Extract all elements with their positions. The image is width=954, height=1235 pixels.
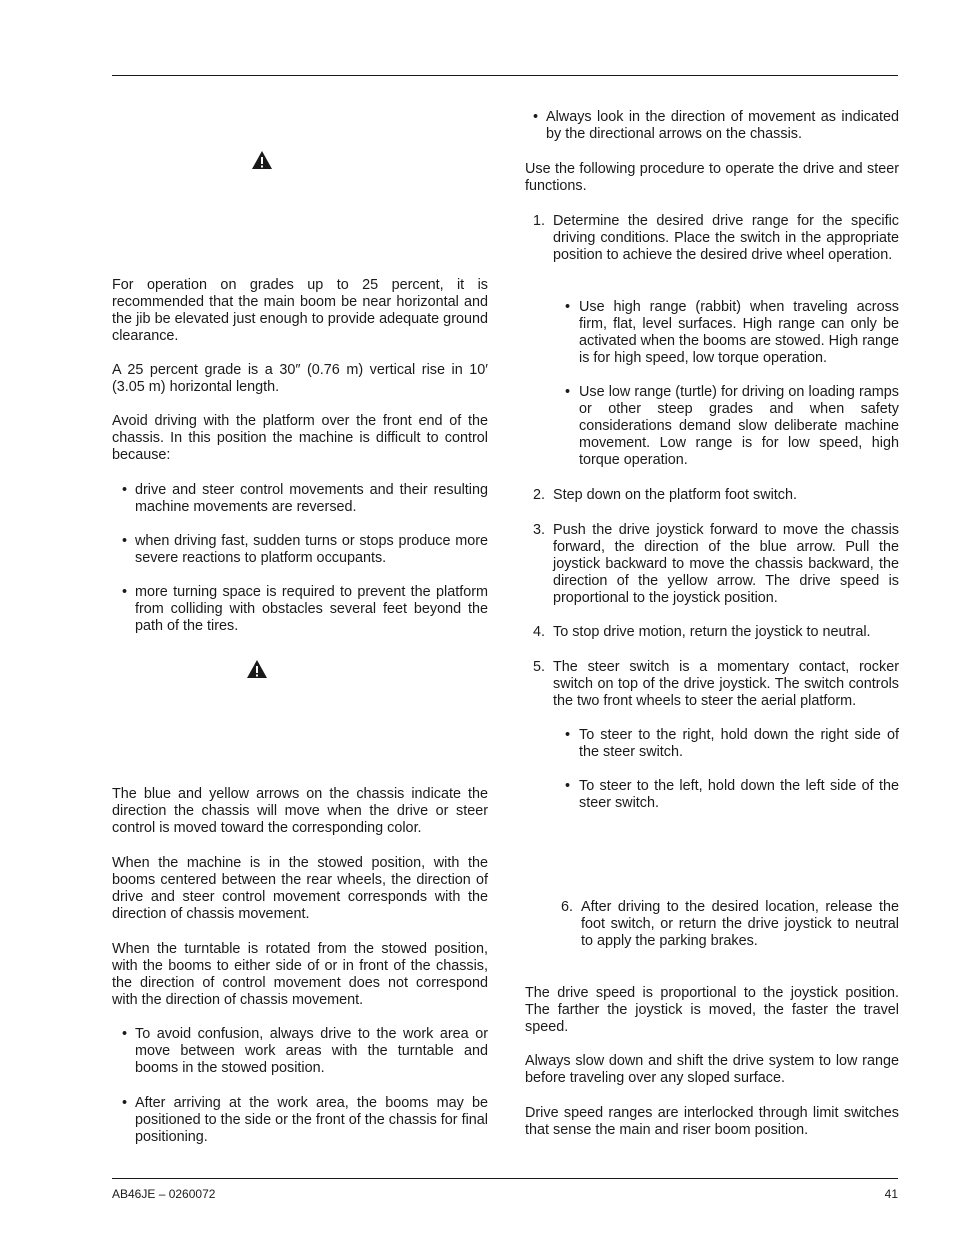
bullet-icon: • [565,384,571,400]
paragraph-procedure-intro: Use the following procedure to operate the drive and steer functions. [525,161,899,194]
bullet-icon: • [565,778,571,794]
step-1: 1. Determine the desired drive range for the specific driving conditions. Place the switch in the appropriate position to achieve the desired drive wheel operation. [533,213,899,263]
list-item: • Always look in the direction of movement as indicated by the directional arrows on the chassis. [533,109,899,142]
bullet-icon: • [122,1095,128,1111]
paragraph-avoid-driving: Avoid driving with the platform over the front end of the chassis. In this position the machine is difficult to control because: [112,413,488,463]
step-3: 3. Push the drive joystick forward to move the chassis forward, the direction of the blue arrow. Pull the joystick backward to move the chassis backward, the direction of the yellow arrow. The drive speed is proportional to the joystick position. [533,522,899,606]
paragraph-grades: For operation on grades up to 25 percent, it is recommended that the main boom be near horizontal and the jib be elevated just enough to provide adequate ground clearance. [112,277,488,344]
footer-page-number: 41 [884,1187,898,1201]
bullet-icon: • [122,533,128,549]
list-item: • when driving fast, sudden turns or stops produce more severe reactions to platform occupants. [122,533,488,566]
footer-rule [112,1178,898,1179]
bullet-icon: • [565,299,571,315]
paragraph-slow-down: Always slow down and shift the drive system to low range before traveling over any sloped surface. [525,1053,899,1086]
step-2: 2. Step down on the platform foot switch. [533,487,797,503]
warning-triangle-icon [251,150,273,170]
footer-doc-id: AB46JE – 0260072 [112,1187,216,1201]
list-item: • Use low range (turtle) for driving on loading ramps or other steep grades and when safety considerations demand slow deliberate machine movement. Low range is for low speed, high torque operation. [565,384,899,468]
bullet-icon: • [533,109,539,125]
bullet-icon: • [122,482,128,498]
step-4: 4. To stop drive motion, return the joystick to neutral. [533,624,871,640]
list-item: • Use high range (rabbit) when traveling across firm, flat, level surfaces. High range can only be activated when the booms are stowed. High range is for high speed, low torque operation. [565,299,899,366]
paragraph-turntable: When the turntable is rotated from the stowed position, with the booms to either side of or in front of the chassis, the direction of control movement does not correspond with the direction of chassis movement. [112,941,488,1008]
paragraph-drive-speed: The drive speed is proportional to the joystick position. The farther the joystick is moved, the faster the travel speed. [525,985,899,1035]
header-rule [112,75,898,76]
list-item: • drive and steer control movements and their resulting machine movements are reversed. [122,482,488,515]
step-6: 6. After driving to the desired location, release the foot switch, or return the drive joystick to neutral to apply the parking brakes. [561,899,899,949]
paragraph-stowed: When the machine is in the stowed position, with the booms centered between the rear wheels, the direction of drive and steer control movement corresponds with the direction of chassis movement. [112,855,488,922]
list-item: • To steer to the right, hold down the right side of the steer switch. [565,727,899,760]
list-item: • To steer to the left, hold down the left side of the steer switch. [565,778,899,811]
paragraph-interlock: Drive speed ranges are interlocked through limit switches that sense the main and riser boom position. [525,1105,899,1138]
bullet-icon: • [565,727,571,743]
bullet-icon: • [122,584,128,600]
list-item: • To avoid confusion, always drive to the work area or move between work areas with the turntable and booms in the stowed position. [122,1026,488,1076]
paragraph-arrows: The blue and yellow arrows on the chassis indicate the direction the chassis will move when the drive or steer control is moved toward the corresponding color. [112,786,488,836]
warning-triangle-icon [246,659,268,679]
list-item: • After arriving at the work area, the booms may be positioned to the side or the front of the chassis for final positioning. [122,1095,488,1145]
paragraph-grade-definition: A 25 percent grade is a 30″ (0.76 m) vertical rise in 10′ (3.05 m) horizontal length. [112,362,488,395]
list-item: • more turning space is required to prevent the platform from colliding with obstacles several feet beyond the path of the tires. [122,584,488,634]
bullet-icon: • [122,1026,128,1042]
step-5: 5. The steer switch is a momentary contact, rocker switch on top of the drive joystick. The switch controls the two front wheels to steer the aerial platform. [533,659,899,709]
